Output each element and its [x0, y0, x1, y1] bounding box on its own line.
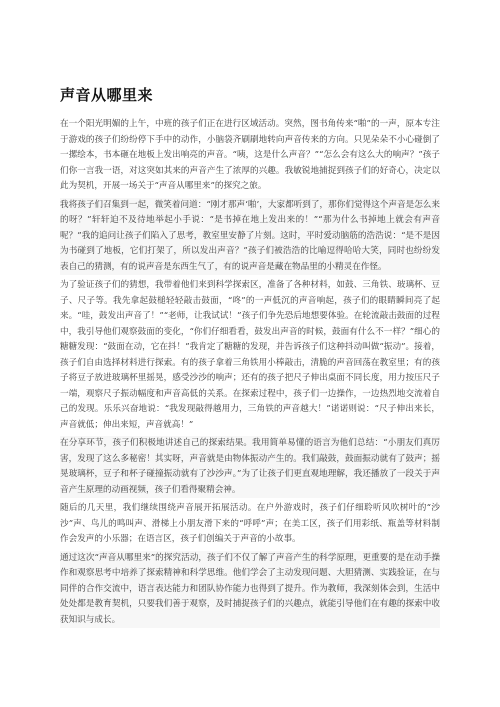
paragraph-3: 为了验证孩子们的猜想，我带着他们来到科学探索区，准备了各种材料，如鼓、三角铁、玻璃杯、豆子、尺子等。我先拿起鼓槌轻轻敲击鼓面，“咚”的一声低沉的声音响起，孩子们的眼睛瞬间亮了起来。“哇，鼓发出声音了！”“老师，让我试试！”孩子们争先恐后地想要体验。在轮流敲击鼓面的过程中，我引导他们观察鼓面的变化，“你们仔细看看，鼓发出声音的时候，鼓面有什么不一样？”细心的糖糖发现：“鼓面在动，它在抖！”我肯定了糖糖的发现，并告诉孩子们这种抖动叫做“振动”。接着，孩子们自由选择材料进行探索。有的孩子拿着三角铁用小棒敲击，清脆的声音回荡在教室里；有的孩子将豆子放进玻璃杯里摇晃，感受沙沙的响声；还有的孩子把尺子伸出桌面不同长度，用力按压尺子一端，观察尺子振动幅度和声音高低的关系。在探索过程中，孩子们一边操作，一边热烈地交流着自己的发现。乐乐兴奋地说：“我发现敲得越用力，三角铁的声音越大！”诺诺则说：“尺子伸出来长，声音就低；伸出来短，声音就高！”	[60, 280, 440, 430]
paragraph-1: 在一个阳光明媚的上午，中班的孩子们正在进行区域活动。突然，图书角传来“啪”的一声，原本专注于游戏的孩子们纷纷停下手中的动作，小脑袋齐刷刷地转向声音传来的方向。只见朵朵不小心碰倒了一摞绘本，书本砸在地板上发出响亮的声音。“咦，这是什么声音？”“怎么会有这么大的响声？”孩子们你一言我一语，对这突如其来的声音产生了浓厚的兴趣。我敏锐地捕捉到孩子们的好奇心，决定以此为契机，开展一场关于“声音从哪里来”的探究之旅。	[60, 119, 440, 191]
paragraph-6: 通过这次“声音从哪里来”的探究活动，孩子们不仅了解了声音产生的科学原理，更重要的是在动手操作和观察思考中培养了探索精神和科学思维。他们学会了主动发现问题、大胆猜测、实践验证，在与同伴的合作交流中，语言表达能力和团队协作能力也得到了提升。作为教师，我深刻体会到，生活中处处都是教育契机，只要我们善于观察，及时捕捉孩子们的兴趣点，就能引导他们在有趣的探索中收获知识与成长。	[60, 551, 440, 629]
document-title: 声音从哪里来	[60, 86, 154, 104]
paragraph-5: 随后的几天里，我们继续围绕声音展开拓展活动。在户外游戏时，孩子们仔细聆听风吹树叶的“沙沙”声、鸟儿的鸣叫声、滑梯上小朋友滑下来的“呼呼”声；在美工区，孩子们用彩纸、瓶盖等材料制作会发声的小乐器；在语言区，孩子们创编关于声音的小故事。	[60, 503, 440, 544]
paragraph-2: 我将孩子们召集到一起，微笑着问道：“刚才那声‘啪’，大家都听到了，那你们觉得这个声音是怎么来的呀？”轩轩迫不及待地举起小手说：“是书掉在地上发出来的！”“那为什么书掉地上就会有声音呢？”我的追问让孩子们陷入了思考，教室里安静了片刻。这时，平时爱动脑筋的浩浩说：“是不是因为书碰到了地板，它们打架了，所以发出声音？”孩子们被浩浩的比喻逗得哈哈大笑，同时也纷纷发表自己的猜测，有的说声音是东西生气了，有的说声音是藏在物品里的小精灵在作怪。	[60, 198, 440, 276]
document-page	[60, 84, 440, 631]
paragraph-4: 在分享环节，孩子们积极地讲述自己的探索结果。我用简单易懂的语言为他们总结：“小朋友们真厉害，发现了这么多秘密！其实呀，声音就是由物体振动产生的。我们敲鼓，鼓面振动就有了鼓声；摇晃玻璃杯，豆子和杯子碰撞振动就有了沙沙声。”为了让孩子们更直观地理解，我还播放了一段关于声音产生原理的动画视频，孩子们看得聚精会神。	[60, 436, 440, 498]
